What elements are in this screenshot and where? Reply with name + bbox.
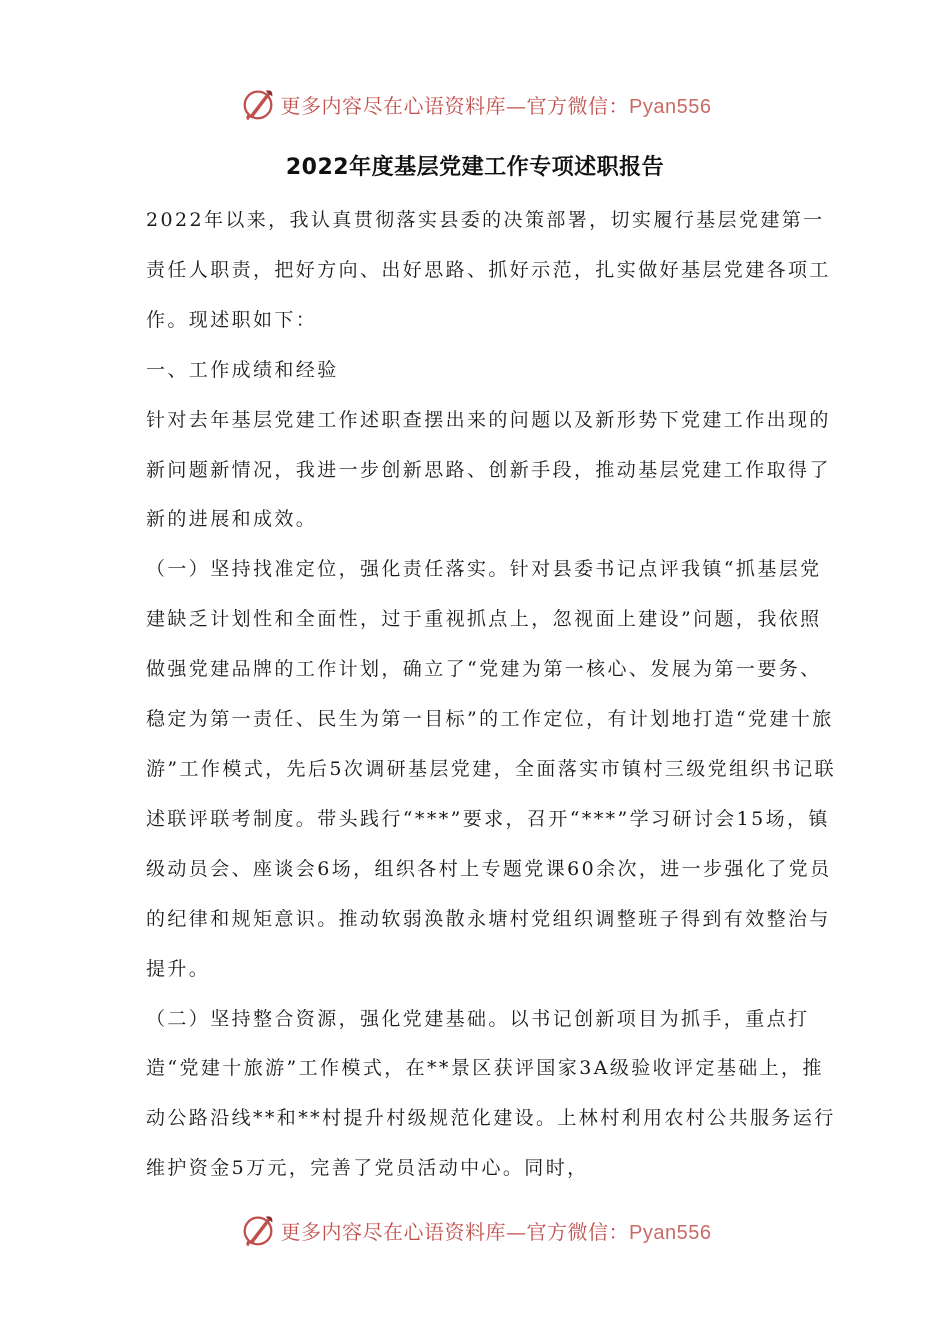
intro-paragraph: 2022年以来，我认真贯彻落实县委的决策部署，切实履行基层党建第一责任人职责，把好方向、出好思路、抓好示范，扎实做好基层党建各项工作。现述职如下： [146,209,831,331]
watermark-wechat-id: Pyan556 [629,95,712,118]
document-body [146,196,836,1194]
document-title: 2022年度基层党建工作专项述职报告 [285,155,665,180]
watermark-header [0,82,950,126]
section-intro-paragraph: 针对去年基层党建工作述职查摆出来的问题以及新形势下党建工作出现的新问题新情况，我进一步创新思路、创新手段，推动基层党建工作取得了新的进展和成效。 [146,408,831,531]
item-one-paragraph: （一）坚持找准定位，强化责任落实。针对县委书记点评我镇“抓基层党建缺乏计划性和全面性，过于重视抓点上，忽视面上建设”问题，我依照做强党建品牌的工作计划，确立了“党建为第一核心、发展为第一要务、稳定为第一责任、民生为第一目标”的工作定位，有计划地打造“党建十旅游”工作模式，先后5次调研基层党建，全面落实市镇村三级党组织书记联述联评联考制度。带头践行“***”要求，召开“***”学习研讨会15场，镇级动员会、座谈会6场，组织各村上专题党课60余次，进一步强化了党员的纪律和规矩意识。推动软弱涣散永塘村党组织调整班子得到有效整治与提升。 [146,558,837,980]
item-two-paragraph: （二）坚持整合资源，强化党建基础。以书记创新项目为抓手，重点打造“党建十旅游”工作模式，在**景区获评国家3A级验收评定基础上，推动公路沿线**和**村提升村级规范化建设。上林村利用农村公共服务运行维护资金5万元，完善了党员活动中心。同时， [146,1007,836,1180]
watermark-wechat-id: Pyan556 [629,1221,712,1244]
section-heading: 一、工作成绩和经验 [146,358,339,381]
watermark-text: 更多内容尽在心语资料库—官方微信：Pyan556 [280,93,712,118]
quill-pen-circle-icon [239,1211,277,1249]
watermark-text: 更多内容尽在心语资料库—官方微信：Pyan556 [280,1219,712,1244]
quill-pen-circle-icon [239,85,277,123]
watermark-footer [0,1208,950,1252]
